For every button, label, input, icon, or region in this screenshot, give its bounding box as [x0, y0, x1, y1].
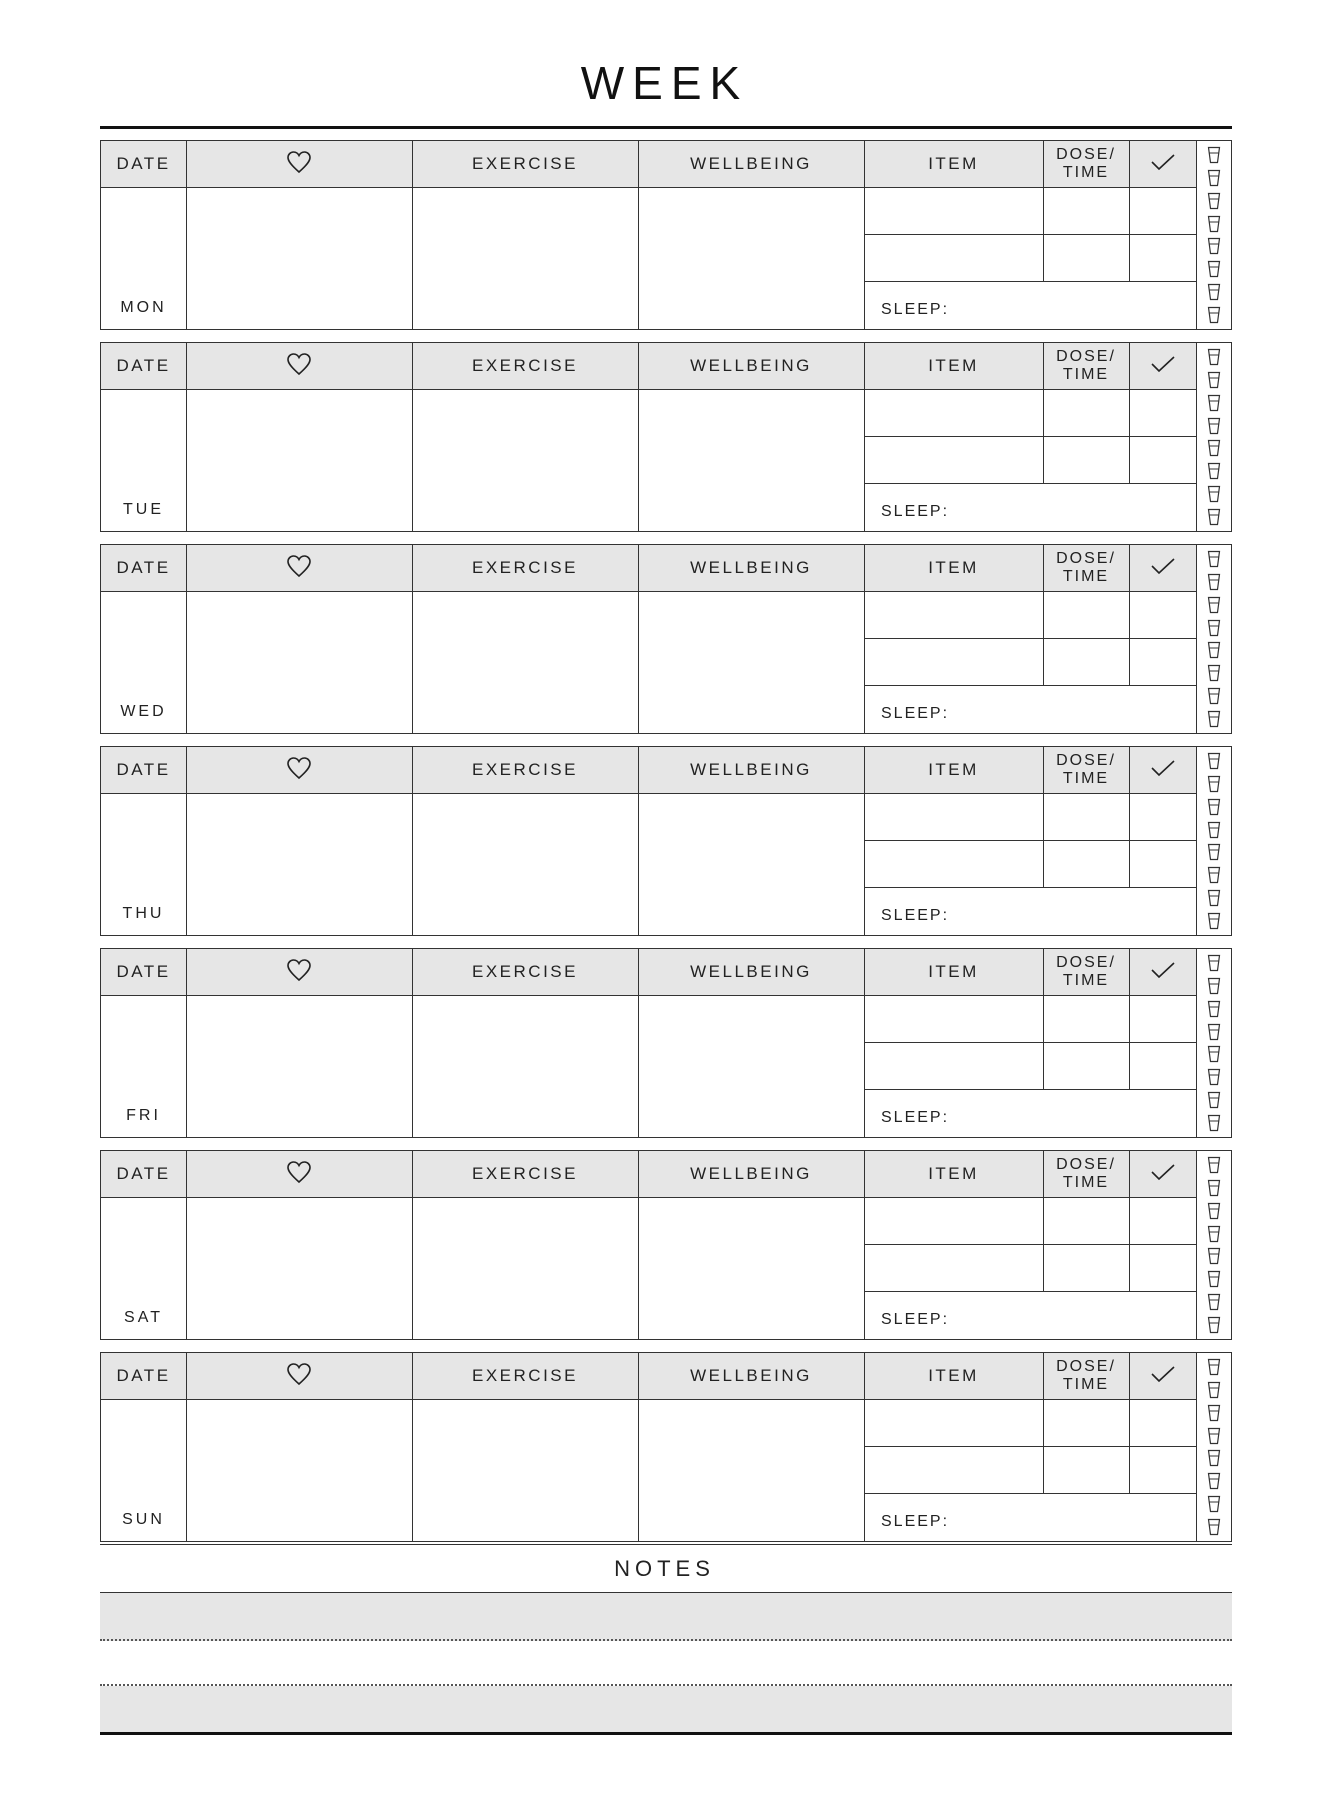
wellbeing-cell[interactable] — [639, 1198, 864, 1339]
water-cup-icon[interactable] — [1207, 1179, 1221, 1197]
dose-time-header — [1043, 141, 1129, 187]
mood-header — [186, 343, 412, 389]
date-header-label: DATE — [116, 1164, 171, 1183]
date-header-label: DATE — [116, 1366, 171, 1385]
item-header — [864, 1353, 1043, 1399]
wellbeing-cell[interactable] — [639, 390, 864, 531]
day-block — [100, 1352, 1232, 1542]
water-cup-icon[interactable] — [1207, 1270, 1221, 1288]
date-header — [101, 1151, 186, 1197]
item-header — [864, 1151, 1043, 1197]
wellbeing-header-label: WELLBEING — [690, 356, 812, 375]
item-cell[interactable] — [865, 235, 1043, 281]
date-header-label: DATE — [116, 558, 171, 577]
check-cell[interactable] — [1130, 1245, 1196, 1291]
water-cup-icon[interactable] — [1207, 775, 1221, 793]
exercise-header-label: EXERCISE — [472, 154, 578, 173]
mood-cell[interactable] — [187, 1198, 412, 1339]
water-cup-icon[interactable] — [1207, 1114, 1221, 1132]
day-block — [100, 1150, 1232, 1340]
item-cell[interactable] — [865, 841, 1043, 887]
dose-time-header — [1043, 1151, 1129, 1197]
water-cup-icon[interactable] — [1207, 843, 1221, 861]
mood-header — [186, 545, 412, 591]
item-header — [864, 141, 1043, 187]
water-tracker — [1197, 1353, 1231, 1541]
day-block — [100, 140, 1232, 330]
water-cup-icon[interactable] — [1207, 798, 1221, 816]
dose-time-cell[interactable] — [1044, 639, 1129, 685]
water-cup-icon[interactable] — [1207, 146, 1221, 164]
heart-icon — [286, 554, 312, 583]
water-cup-icon[interactable] — [1207, 954, 1221, 972]
dose-time-header-label: DOSE/ TIME — [1056, 550, 1116, 585]
water-cup-icon[interactable] — [1207, 1045, 1221, 1063]
dose-time-header — [1043, 747, 1129, 793]
wellbeing-header-label: WELLBEING — [690, 154, 812, 173]
mood-cell[interactable] — [187, 188, 412, 329]
day-name: FRI — [126, 1107, 161, 1124]
day-name: WED — [120, 703, 167, 720]
water-cup-icon[interactable] — [1207, 1518, 1221, 1536]
dose-time-cell[interactable] — [1044, 1043, 1129, 1089]
water-cup-icon[interactable] — [1207, 462, 1221, 480]
wellbeing-cell[interactable] — [639, 1400, 864, 1541]
check-cell[interactable] — [1130, 996, 1196, 1042]
checkmark-icon — [1150, 758, 1176, 783]
item-cell[interactable] — [865, 1198, 1043, 1244]
title-divider — [100, 126, 1232, 129]
check-cell[interactable] — [1130, 794, 1196, 840]
wellbeing-header — [638, 545, 864, 591]
exercise-cell[interactable] — [413, 794, 638, 935]
exercise-cell[interactable] — [413, 1198, 638, 1339]
exercise-header-label: EXERCISE — [472, 760, 578, 779]
water-cup-icon[interactable] — [1207, 912, 1221, 930]
exercise-header — [412, 1151, 638, 1197]
checkmark-icon — [1150, 1162, 1176, 1187]
item-header-label: ITEM — [928, 962, 979, 981]
water-cup-icon[interactable] — [1207, 1068, 1221, 1086]
check-cell[interactable] — [1130, 1400, 1196, 1446]
item-cell[interactable] — [865, 437, 1043, 483]
dose-time-cell[interactable] — [1044, 390, 1129, 436]
dose-time-header — [1043, 949, 1129, 995]
water-cup-icon[interactable] — [1207, 977, 1221, 995]
mood-header — [186, 747, 412, 793]
water-cup-icon[interactable] — [1207, 752, 1221, 770]
exercise-header — [412, 545, 638, 591]
water-cup-icon[interactable] — [1207, 237, 1221, 255]
wellbeing-cell[interactable] — [639, 996, 864, 1137]
water-cup-icon[interactable] — [1207, 1091, 1221, 1109]
item-row-divider — [864, 1493, 1196, 1494]
water-cup-icon[interactable] — [1207, 866, 1221, 884]
date-header — [101, 949, 186, 995]
exercise-cell[interactable] — [413, 592, 638, 733]
check-cell[interactable] — [1130, 592, 1196, 638]
day-block — [100, 544, 1232, 734]
dose-time-header — [1043, 1353, 1129, 1399]
day-name: TUE — [123, 501, 164, 518]
heart-icon — [286, 1160, 312, 1189]
water-tracker — [1197, 949, 1231, 1137]
check-cell[interactable] — [1130, 841, 1196, 887]
water-cup-icon[interactable] — [1207, 1427, 1221, 1445]
sleep-label: SLEEP: — [881, 1513, 950, 1530]
item-cell[interactable] — [865, 1400, 1043, 1446]
checkmark-icon — [1150, 152, 1176, 177]
exercise-cell[interactable] — [413, 996, 638, 1137]
item-cell[interactable] — [865, 996, 1043, 1042]
mood-cell[interactable] — [187, 1400, 412, 1541]
checkmark-icon — [1150, 556, 1176, 581]
dose-time-cell[interactable] — [1044, 188, 1129, 234]
mood-cell[interactable] — [187, 390, 412, 531]
mood-header — [186, 949, 412, 995]
notes-title: NOTES — [614, 1556, 715, 1581]
item-header-label: ITEM — [928, 1164, 979, 1183]
item-cell[interactable] — [865, 188, 1043, 234]
day-name: SUN — [122, 1511, 165, 1528]
water-cup-icon[interactable] — [1207, 1449, 1221, 1467]
water-cup-icon[interactable] — [1207, 664, 1221, 682]
heart-icon — [286, 1362, 312, 1391]
water-cup-icon[interactable] — [1207, 192, 1221, 210]
item-header-label: ITEM — [928, 558, 979, 577]
item-cell[interactable] — [865, 1245, 1043, 1291]
item-row-divider — [864, 483, 1196, 484]
wellbeing-header — [638, 1151, 864, 1197]
water-cup-icon[interactable] — [1207, 1023, 1221, 1041]
item-row-divider — [864, 685, 1196, 686]
date-header-label: DATE — [116, 760, 171, 779]
water-cup-icon[interactable] — [1207, 889, 1221, 907]
water-cup-icon[interactable] — [1207, 260, 1221, 278]
item-header-label: ITEM — [928, 760, 979, 779]
date-header — [101, 747, 186, 793]
water-cup-icon[interactable] — [1207, 1000, 1221, 1018]
dose-time-header-label: DOSE/ TIME — [1056, 752, 1116, 787]
date-header-label: DATE — [116, 154, 171, 173]
wellbeing-header — [638, 1353, 864, 1399]
note-line[interactable] — [100, 1686, 1232, 1732]
water-cup-icon[interactable] — [1207, 1202, 1221, 1220]
check-cell[interactable] — [1130, 235, 1196, 281]
wellbeing-cell[interactable] — [639, 188, 864, 329]
dose-time-header-label: DOSE/ TIME — [1056, 1156, 1116, 1191]
water-cup-icon[interactable] — [1207, 1316, 1221, 1334]
notes-area — [100, 1592, 1232, 1732]
exercise-header-label: EXERCISE — [472, 356, 578, 375]
sleep-label: SLEEP: — [881, 503, 950, 520]
dose-time-cell[interactable] — [1044, 1245, 1129, 1291]
mood-cell[interactable] — [187, 996, 412, 1137]
sleep-label: SLEEP: — [881, 1109, 950, 1126]
exercise-cell[interactable] — [413, 390, 638, 531]
wellbeing-cell[interactable] — [639, 592, 864, 733]
date-header — [101, 141, 186, 187]
mood-cell[interactable] — [187, 592, 412, 733]
water-cup-icon[interactable] — [1207, 821, 1221, 839]
wellbeing-header-label: WELLBEING — [690, 1366, 812, 1385]
water-cup-icon[interactable] — [1207, 371, 1221, 389]
item-cell[interactable] — [865, 794, 1043, 840]
dose-time-header — [1043, 545, 1129, 591]
exercise-header — [412, 747, 638, 793]
dose-time-header-label: DOSE/ TIME — [1056, 348, 1116, 383]
mood-header — [186, 1353, 412, 1399]
water-cup-icon[interactable] — [1207, 641, 1221, 659]
wellbeing-header — [638, 949, 864, 995]
water-cup-icon[interactable] — [1207, 394, 1221, 412]
dose-time-header — [1043, 343, 1129, 389]
water-tracker — [1197, 141, 1231, 329]
dose-time-cell[interactable] — [1044, 841, 1129, 887]
date-header — [101, 343, 186, 389]
dose-time-cell[interactable] — [1044, 1447, 1129, 1493]
water-cup-icon[interactable] — [1207, 1225, 1221, 1243]
day-name: SAT — [124, 1309, 163, 1326]
check-cell[interactable] — [1130, 1043, 1196, 1089]
checkmark-icon — [1150, 354, 1176, 379]
item-header-label: ITEM — [928, 154, 979, 173]
water-cup-icon[interactable] — [1207, 1156, 1221, 1174]
item-header-label: ITEM — [928, 356, 979, 375]
exercise-header — [412, 141, 638, 187]
dose-time-cell[interactable] — [1044, 235, 1129, 281]
check-header — [1129, 949, 1196, 995]
water-cup-icon[interactable] — [1207, 550, 1221, 568]
heart-icon — [286, 958, 312, 987]
dose-time-cell[interactable] — [1044, 1400, 1129, 1446]
day-block — [100, 342, 1232, 532]
item-cell[interactable] — [865, 1043, 1043, 1089]
day-block — [100, 948, 1232, 1138]
exercise-header — [412, 949, 638, 995]
check-cell[interactable] — [1130, 639, 1196, 685]
mood-header — [186, 1151, 412, 1197]
water-tracker — [1197, 343, 1231, 531]
water-cup-icon[interactable] — [1207, 1472, 1221, 1490]
check-cell[interactable] — [1130, 1447, 1196, 1493]
item-row-divider — [864, 1089, 1196, 1090]
check-cell[interactable] — [1130, 1198, 1196, 1244]
wellbeing-header — [638, 343, 864, 389]
date-header-label: DATE — [116, 962, 171, 981]
wellbeing-header — [638, 747, 864, 793]
item-header — [864, 949, 1043, 995]
item-cell[interactable] — [865, 592, 1043, 638]
item-cell[interactable] — [865, 1447, 1043, 1493]
item-header — [864, 545, 1043, 591]
note-line[interactable] — [100, 1640, 1232, 1686]
dose-time-cell[interactable] — [1044, 437, 1129, 483]
item-cell[interactable] — [865, 639, 1043, 685]
wellbeing-header-label: WELLBEING — [690, 558, 812, 577]
sleep-label: SLEEP: — [881, 1311, 950, 1328]
water-cup-icon[interactable] — [1207, 1495, 1221, 1513]
wellbeing-header-label: WELLBEING — [690, 1164, 812, 1183]
check-cell[interactable] — [1130, 390, 1196, 436]
notes-divider — [100, 1544, 1232, 1545]
mood-header — [186, 141, 412, 187]
dose-time-header-label: DOSE/ TIME — [1056, 954, 1116, 989]
water-cup-icon[interactable] — [1207, 573, 1221, 591]
item-row-divider — [864, 1291, 1196, 1292]
sleep-label: SLEEP: — [881, 301, 950, 318]
check-header — [1129, 545, 1196, 591]
water-cup-icon[interactable] — [1207, 687, 1221, 705]
date-header — [101, 545, 186, 591]
exercise-cell[interactable] — [413, 188, 638, 329]
heart-icon — [286, 756, 312, 785]
sleep-label: SLEEP: — [881, 907, 950, 924]
exercise-header-label: EXERCISE — [472, 558, 578, 577]
check-header — [1129, 1151, 1196, 1197]
checkmark-icon — [1150, 1364, 1176, 1389]
day-list — [100, 140, 1232, 1554]
item-header — [864, 747, 1043, 793]
exercise-header-label: EXERCISE — [472, 962, 578, 981]
water-cup-icon[interactable] — [1207, 1293, 1221, 1311]
item-header — [864, 343, 1043, 389]
dose-time-header-label: DOSE/ TIME — [1056, 1358, 1116, 1393]
mood-cell[interactable] — [187, 794, 412, 935]
water-cup-icon[interactable] — [1207, 1358, 1221, 1376]
check-cell[interactable] — [1130, 437, 1196, 483]
day-block — [100, 746, 1232, 936]
date-header-label: DATE — [116, 356, 171, 375]
date-header — [101, 1353, 186, 1399]
water-cup-icon[interactable] — [1207, 1381, 1221, 1399]
exercise-header-label: EXERCISE — [472, 1164, 578, 1183]
day-name: THU — [122, 905, 165, 922]
check-cell[interactable] — [1130, 188, 1196, 234]
wellbeing-header-label: WELLBEING — [690, 760, 812, 779]
dose-time-header-label: DOSE/ TIME — [1056, 146, 1116, 181]
water-tracker — [1197, 1151, 1231, 1339]
water-cup-icon[interactable] — [1207, 215, 1221, 233]
page-title: WEEK — [580, 57, 749, 109]
exercise-header-label: EXERCISE — [472, 1366, 578, 1385]
check-header — [1129, 343, 1196, 389]
dose-time-cell[interactable] — [1044, 996, 1129, 1042]
exercise-header — [412, 1353, 638, 1399]
checkmark-icon — [1150, 960, 1176, 985]
wellbeing-cell[interactable] — [639, 794, 864, 935]
exercise-header — [412, 343, 638, 389]
sleep-label: SLEEP: — [881, 705, 950, 722]
water-tracker — [1197, 545, 1231, 733]
check-header — [1129, 141, 1196, 187]
water-cup-icon[interactable] — [1207, 348, 1221, 366]
water-cup-icon[interactable] — [1207, 485, 1221, 503]
item-row-divider — [864, 887, 1196, 888]
item-header-label: ITEM — [928, 1366, 979, 1385]
water-cup-icon[interactable] — [1207, 1404, 1221, 1422]
water-tracker — [1197, 747, 1231, 935]
water-cup-icon[interactable] — [1207, 596, 1221, 614]
notes-bottom-rule — [100, 1732, 1232, 1735]
heart-icon — [286, 352, 312, 381]
water-cup-icon[interactable] — [1207, 169, 1221, 187]
dose-time-cell[interactable] — [1044, 794, 1129, 840]
water-cup-icon[interactable] — [1207, 283, 1221, 301]
wellbeing-header — [638, 141, 864, 187]
water-cup-icon[interactable] — [1207, 710, 1221, 728]
water-cup-icon[interactable] — [1207, 508, 1221, 526]
water-cup-icon[interactable] — [1207, 619, 1221, 637]
water-cup-icon[interactable] — [1207, 1247, 1221, 1265]
note-line[interactable] — [100, 1592, 1232, 1641]
dose-time-cell[interactable] — [1044, 1198, 1129, 1244]
heart-icon — [286, 150, 312, 179]
exercise-cell[interactable] — [413, 1400, 638, 1541]
water-cup-icon[interactable] — [1207, 439, 1221, 457]
check-header — [1129, 747, 1196, 793]
day-name: MON — [120, 299, 167, 316]
check-header — [1129, 1353, 1196, 1399]
item-row-divider — [864, 281, 1196, 282]
dose-time-cell[interactable] — [1044, 592, 1129, 638]
water-cup-icon[interactable] — [1207, 417, 1221, 435]
item-cell[interactable] — [865, 390, 1043, 436]
water-cup-icon[interactable] — [1207, 306, 1221, 324]
wellbeing-header-label: WELLBEING — [690, 962, 812, 981]
